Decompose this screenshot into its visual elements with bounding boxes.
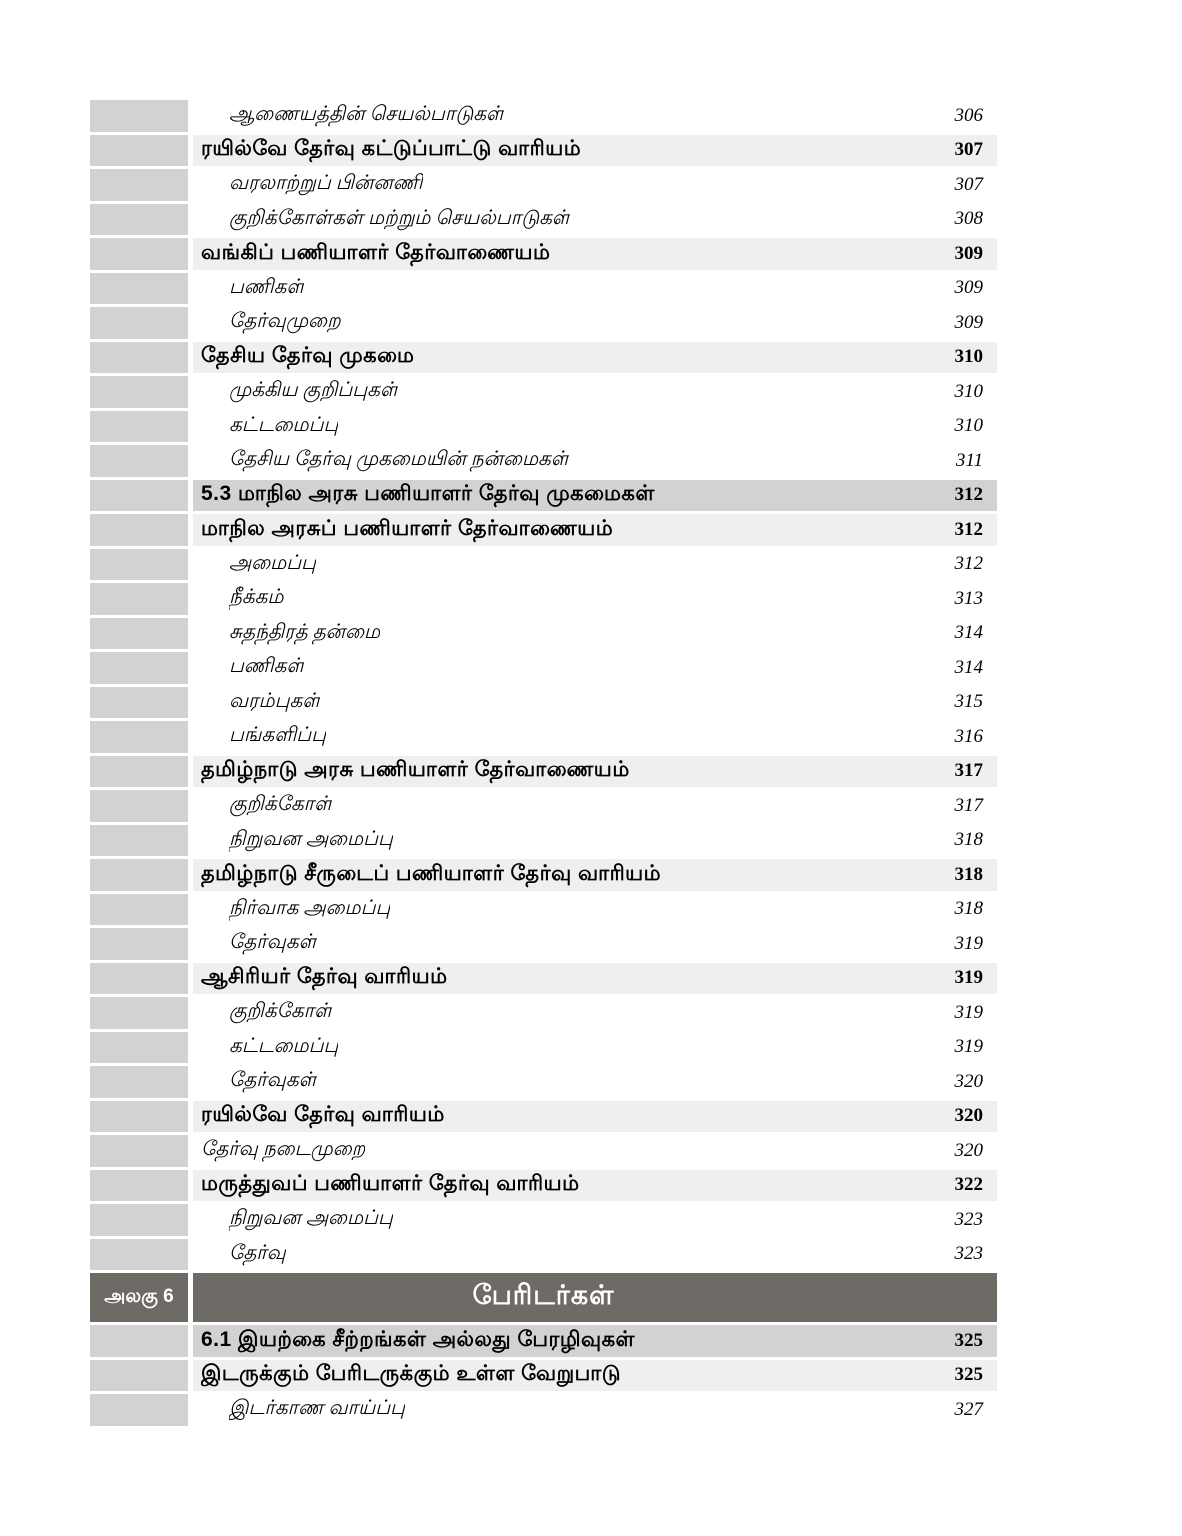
toc-entry[interactable]	[193, 997, 997, 1029]
sidebar-cell	[90, 1135, 188, 1167]
entry-label: தேர்வு	[229, 1241, 286, 1264]
toc-entry[interactable]	[193, 169, 997, 201]
toc-entry[interactable]	[193, 549, 997, 581]
sidebar-cell	[90, 480, 188, 512]
toc-entry[interactable]	[193, 618, 997, 650]
entry-label: ரயில்வே தேர்வு கட்டுப்பாட்டு வாரியம்	[201, 137, 582, 161]
toc-entry[interactable]	[193, 928, 997, 960]
entry-label: தேர்வுகள்	[229, 931, 317, 954]
toc-entry[interactable]	[193, 514, 997, 546]
entry-label: முக்கிய குறிப்புகள்	[229, 379, 399, 402]
sidebar-cell	[90, 894, 188, 926]
page-number: 309	[954, 277, 983, 299]
sidebar-cell	[90, 1204, 188, 1236]
entry-label: மாநில அரசுப் பணியாளர் தேர்வாணையம்	[201, 516, 614, 540]
entry-label: இடர்காண வாய்ப்பு	[229, 1397, 406, 1420]
page-number: 322	[954, 1174, 983, 1196]
entry-label: இடருக்கும் பேரிடருக்கும் உள்ள வேறுபாடு	[201, 1362, 622, 1386]
toc-entry[interactable]	[193, 1325, 997, 1357]
toc-row	[90, 376, 997, 411]
toc-row	[90, 549, 997, 584]
page-number: 320	[954, 1105, 983, 1127]
page-number: 323	[954, 1208, 983, 1230]
entry-label: கட்டமைப்பு	[229, 413, 339, 436]
toc-row	[90, 721, 997, 756]
page-number: 310	[954, 380, 983, 402]
sidebar-cell	[90, 687, 188, 719]
unit-sidebar-cell	[90, 1273, 188, 1322]
toc-row	[90, 963, 997, 998]
entry-label: பணிகள்	[229, 275, 305, 298]
page-number: 317	[954, 760, 983, 782]
page-number: 320	[954, 1070, 983, 1092]
page-number: 307	[954, 173, 983, 195]
page-number: 316	[954, 725, 983, 747]
entry-label: நிறுவன அமைப்பு	[229, 1207, 393, 1230]
entry-label: ரயில்வே தேர்வு வாரியம்	[201, 1103, 445, 1127]
sidebar-cell	[90, 1066, 188, 1098]
toc-row	[90, 100, 997, 135]
toc-entry[interactable]	[193, 756, 997, 788]
page-number: 319	[954, 932, 983, 954]
toc-row	[90, 411, 997, 446]
sidebar-cell	[90, 1170, 188, 1202]
toc-row	[90, 445, 997, 480]
entry-label: நிறுவன அமைப்பு	[229, 827, 393, 850]
toc-entry[interactable]	[193, 1170, 997, 1202]
sidebar-cell	[90, 549, 188, 581]
page-number: 314	[954, 656, 983, 678]
page-number: 311	[955, 449, 983, 471]
entry-label: ஆணையத்தின் செயல்பாடுகள்	[229, 103, 505, 126]
toc-entry[interactable]	[193, 307, 997, 339]
table-of-contents	[90, 100, 997, 1429]
entry-label: தேசிய தேர்வு முகமை	[201, 344, 415, 368]
toc-entry[interactable]	[193, 583, 997, 615]
sidebar-cell	[90, 514, 188, 546]
page-number: 320	[954, 1139, 983, 1161]
page-number: 307	[954, 139, 983, 161]
toc-entry[interactable]	[193, 273, 997, 305]
toc-row	[90, 1101, 997, 1136]
toc-row	[90, 1204, 997, 1239]
toc-row	[90, 273, 997, 308]
entry-label: ஆசிரியர் தேர்வு வாரியம்	[201, 965, 448, 989]
sidebar-cell	[90, 1239, 188, 1271]
page-number: 306	[954, 104, 983, 126]
page-number: 319	[954, 1001, 983, 1023]
toc-row	[90, 1239, 997, 1274]
sidebar-cell	[90, 583, 188, 615]
page-number: 308	[954, 208, 983, 230]
unit-label: அலகு 6	[104, 1285, 174, 1307]
page-number: 325	[954, 1329, 983, 1351]
sidebar-cell	[90, 928, 188, 960]
toc-entry[interactable]	[193, 376, 997, 408]
sidebar-cell	[90, 238, 188, 270]
entry-label: தமிழ்நாடு அரசு பணியாளர் தேர்வாணையம்	[201, 758, 630, 782]
toc-row	[90, 238, 997, 273]
sidebar-cell	[90, 825, 188, 857]
page-number: 318	[954, 829, 983, 851]
sidebar-cell	[90, 652, 188, 684]
sidebar-cell	[90, 411, 188, 443]
entry-label: பணிகள்	[229, 655, 305, 678]
entry-label: 6.1 இயற்கை சீற்றங்கள் அல்லது பேரழிவுகள்	[201, 1327, 636, 1351]
page-number: 323	[954, 1243, 983, 1265]
sidebar-cell	[90, 1360, 188, 1392]
sidebar-cell	[90, 721, 188, 753]
page-number: 312	[954, 553, 983, 575]
toc-row	[90, 894, 997, 929]
toc-row	[90, 307, 997, 342]
sidebar-cell	[90, 376, 188, 408]
entry-label: நீக்கம்	[229, 586, 284, 609]
toc-row	[90, 514, 997, 549]
sidebar-cell	[90, 445, 188, 477]
toc-row	[90, 825, 997, 860]
toc-entry[interactable]	[193, 204, 997, 236]
toc-row	[90, 1360, 997, 1395]
page-number: 317	[954, 794, 983, 816]
sidebar-cell	[90, 1394, 188, 1426]
sidebar-cell	[90, 756, 188, 788]
toc-row	[90, 687, 997, 722]
page-number: 310	[954, 415, 983, 437]
sidebar-cell	[90, 204, 188, 236]
toc-row	[90, 859, 997, 894]
toc-row	[90, 480, 997, 515]
toc-row	[90, 618, 997, 653]
toc-entry[interactable]	[193, 1204, 997, 1236]
sidebar-cell	[90, 1032, 188, 1064]
page-number: 318	[954, 898, 983, 920]
entry-label: வரலாற்றுப் பின்னணி	[229, 172, 423, 195]
toc-entry[interactable]	[193, 687, 997, 719]
toc-entry[interactable]	[193, 480, 997, 512]
toc-row	[90, 756, 997, 791]
entry-label: தேர்வுமுறை	[229, 310, 341, 333]
page-number: 309	[954, 311, 983, 333]
toc-entry[interactable]	[193, 135, 997, 167]
page-number: 319	[954, 967, 983, 989]
entry-label: தேர்வு நடைமுறை	[201, 1138, 366, 1161]
toc-entry[interactable]	[193, 963, 997, 995]
toc-entry[interactable]	[193, 238, 997, 270]
toc-entry[interactable]	[193, 652, 997, 684]
entry-label: மருத்துவப் பணியாளர் தேர்வு வாரியம்	[201, 1172, 580, 1196]
toc-entry[interactable]	[193, 342, 997, 374]
toc-entry[interactable]	[193, 1394, 997, 1426]
toc-row	[90, 204, 997, 239]
sidebar-cell	[90, 1101, 188, 1133]
toc-entry[interactable]	[193, 1101, 997, 1133]
entry-label: குறிக்கோள்	[229, 793, 333, 816]
toc-row	[90, 583, 997, 618]
sidebar-cell	[90, 859, 188, 891]
entry-label: சுதந்திரத் தன்மை	[229, 620, 381, 643]
toc-row	[90, 135, 997, 170]
toc-row	[90, 1135, 997, 1170]
toc-row	[90, 342, 997, 377]
sidebar-cell	[90, 100, 188, 132]
page-number: 312	[954, 484, 983, 506]
toc-row	[90, 169, 997, 204]
entry-label: கட்டமைப்பு	[229, 1034, 339, 1057]
page-number: 315	[954, 691, 983, 713]
page-number: 314	[954, 622, 983, 644]
toc-row	[90, 1066, 997, 1101]
toc-row	[90, 928, 997, 963]
entry-label: வரம்புகள்	[229, 689, 321, 712]
entry-label: அமைப்பு	[229, 551, 317, 574]
sidebar-cell	[90, 307, 188, 339]
toc-row	[90, 790, 997, 825]
page-number: 318	[954, 863, 983, 885]
toc-row	[90, 652, 997, 687]
page-number: 312	[954, 518, 983, 540]
sidebar-cell	[90, 963, 188, 995]
toc-entry[interactable]	[193, 1135, 997, 1167]
toc-row	[90, 1170, 997, 1205]
page-number: 327	[954, 1398, 983, 1420]
toc-row	[90, 1394, 997, 1429]
page-number: 325	[954, 1364, 983, 1386]
entry-label: தேசிய தேர்வு முகமையின் நன்மைகள்	[229, 448, 569, 471]
entry-label: தேர்வுகள்	[229, 1069, 317, 1092]
toc-entry[interactable]	[193, 1239, 997, 1271]
page-number: 313	[954, 587, 983, 609]
sidebar-cell	[90, 618, 188, 650]
sidebar-cell	[90, 790, 188, 822]
toc-entry[interactable]	[193, 100, 997, 132]
toc-row	[90, 997, 997, 1032]
toc-row	[90, 1032, 997, 1067]
toc-entry[interactable]	[193, 825, 997, 857]
toc-entry[interactable]	[193, 445, 997, 477]
entry-label: குறிக்கோள்	[229, 1000, 333, 1023]
sidebar-cell	[90, 342, 188, 374]
toc-entry[interactable]	[193, 790, 997, 822]
entry-label: தமிழ்நாடு சீருடைப் பணியாளர் தேர்வு வாரியம்	[201, 861, 662, 885]
sidebar-cell	[90, 1325, 188, 1357]
toc-entry[interactable]	[193, 1032, 997, 1064]
sidebar-cell	[90, 135, 188, 167]
entry-label: 5.3 மாநில அரசு பணியாளர் தேர்வு முகமைகள்	[201, 482, 655, 506]
toc-entry[interactable]	[193, 411, 997, 443]
toc-entry[interactable]	[193, 1066, 997, 1098]
unit-band-body	[193, 1273, 997, 1322]
toc-entry[interactable]	[193, 894, 997, 926]
page-number: 319	[954, 1036, 983, 1058]
entry-label: வங்கிப் பணியாளர் தேர்வாணையம்	[201, 240, 551, 264]
unit-title: பேரிடர்கள்	[472, 1280, 615, 1310]
sidebar-cell	[90, 169, 188, 201]
toc-entry[interactable]	[193, 1360, 997, 1392]
unit-band	[90, 1273, 997, 1325]
sidebar-cell	[90, 997, 188, 1029]
page-number: 309	[954, 242, 983, 264]
toc-entry[interactable]	[193, 859, 997, 891]
sidebar-cell	[90, 273, 188, 305]
toc-entry[interactable]	[193, 721, 997, 753]
toc-row	[90, 1325, 997, 1360]
page-number: 310	[954, 346, 983, 368]
entry-label: பங்களிப்பு	[229, 724, 327, 747]
entry-label: நிர்வாக அமைப்பு	[229, 896, 391, 919]
entry-label: குறிக்கோள்கள் மற்றும் செயல்பாடுகள்	[229, 206, 570, 229]
